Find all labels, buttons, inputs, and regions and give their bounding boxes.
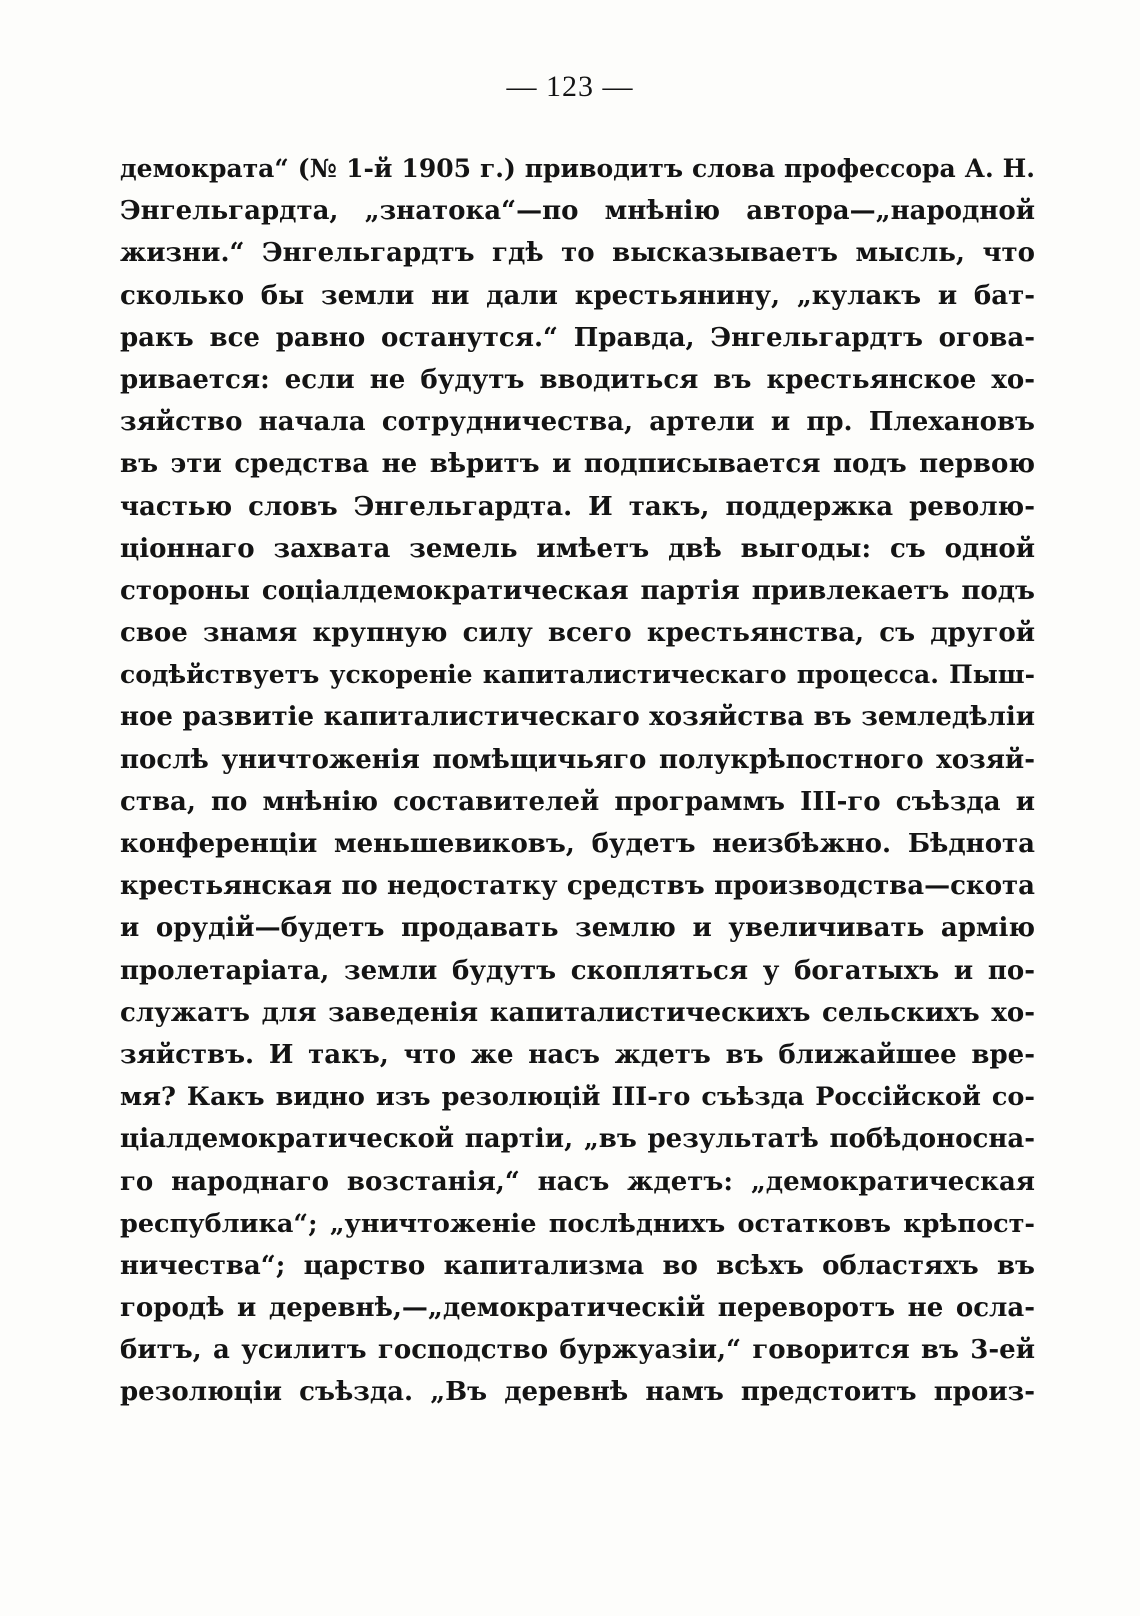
- text-line: зяйствъ. И такъ, что же насъ ждетъ въ ближайшее вре-: [120, 1039, 1035, 1070]
- text-line: пролетаріата, земли будутъ скопляться у богатыхъ и по-: [120, 955, 1035, 986]
- text-line: республика“; „уничтоженіе послѣднихъ остатковъ крѣпост-: [120, 1208, 1035, 1239]
- page-number: — 123 —: [506, 70, 634, 103]
- text-line: послѣ уничтоженія помѣщичьяго полукрѣпостного хозяй-: [120, 744, 1035, 775]
- text-line: го народнаго возстанія,“ насъ ждетъ: „демократическая: [120, 1166, 1035, 1197]
- text-line: ривается: если не будутъ вводиться въ крестьянское хо-: [120, 364, 1035, 395]
- text-line: ціалдемократической партіи, „въ результатѣ побѣдоносна-: [120, 1124, 1035, 1155]
- text-line: резолюціи съѣзда. „Въ деревнѣ намъ предстоитъ произ-: [120, 1377, 1035, 1408]
- text-line: Энгельгардта, „знатока“—по мнѣнію автора—„народной: [120, 196, 1035, 227]
- text-line: служатъ для заведенія капиталистическихъ сельскихъ хо-: [120, 997, 1035, 1028]
- text-line: стороны соціалдемократическая партія привлекаетъ подъ: [120, 575, 1035, 606]
- text-line: ничества“; царство капитализма во всѣхъ областяхъ въ: [120, 1250, 1035, 1281]
- text-line: крестьянская по недостатку средствъ производства—скота: [120, 871, 1035, 902]
- text-line: частью словъ Энгельгардта. И такъ, поддержка револю-: [120, 491, 1035, 522]
- text-line: жизни.“ Энгельгардтъ гдѣ то высказываетъ мысль, что: [120, 238, 1035, 269]
- text-line: содѣйствуетъ ускореніе капиталистическаго процесса. Пыш-: [120, 660, 1035, 690]
- text-line: зяйство начала сотрудничества, артели и пр. Плехановъ: [120, 407, 1035, 438]
- text-line: и орудій—будетъ продавать землю и увеличивать армію: [120, 913, 1035, 944]
- text-line: ства, по мнѣнію составителей программъ III-го съѣзда и: [120, 786, 1035, 817]
- text-line: конференціи меньшевиковъ, будетъ неизбѣжно. Бѣднота: [120, 829, 1035, 859]
- text-line: свое знамя крупную силу всего крестьянства, съ другой: [120, 618, 1035, 649]
- text-line: ракъ все равно останутся.“ Правда, Энгельгардтъ огова-: [120, 322, 1035, 353]
- text-line: городѣ и деревнѣ,—„демократическій переворотъ не осла-: [120, 1293, 1035, 1324]
- text-line: ціоннаго захвата земель имѣетъ двѣ выгоды: съ одной: [120, 533, 1035, 564]
- body-text: [120, 148, 1035, 1414]
- text-line: ное развитіе капиталистическаго хозяйства въ земледѣліи: [120, 702, 1035, 733]
- text-line: битъ, а усилитъ господство буржуазіи,“ говорится въ 3-ей: [120, 1335, 1035, 1366]
- text-line: сколько бы земли ни дали крестьянину, „кулакъ и бат-: [120, 280, 1035, 311]
- text-line: демократа“ (№ 1-й 1905 г.) приводитъ слова профессора А. Н.: [120, 154, 1035, 183]
- text-line: мя? Какъ видно изъ резолюцій III-го съѣзда Россійской со-: [120, 1082, 1035, 1113]
- text-line: въ эти средства не вѣритъ и подписывается подъ первою: [120, 449, 1035, 480]
